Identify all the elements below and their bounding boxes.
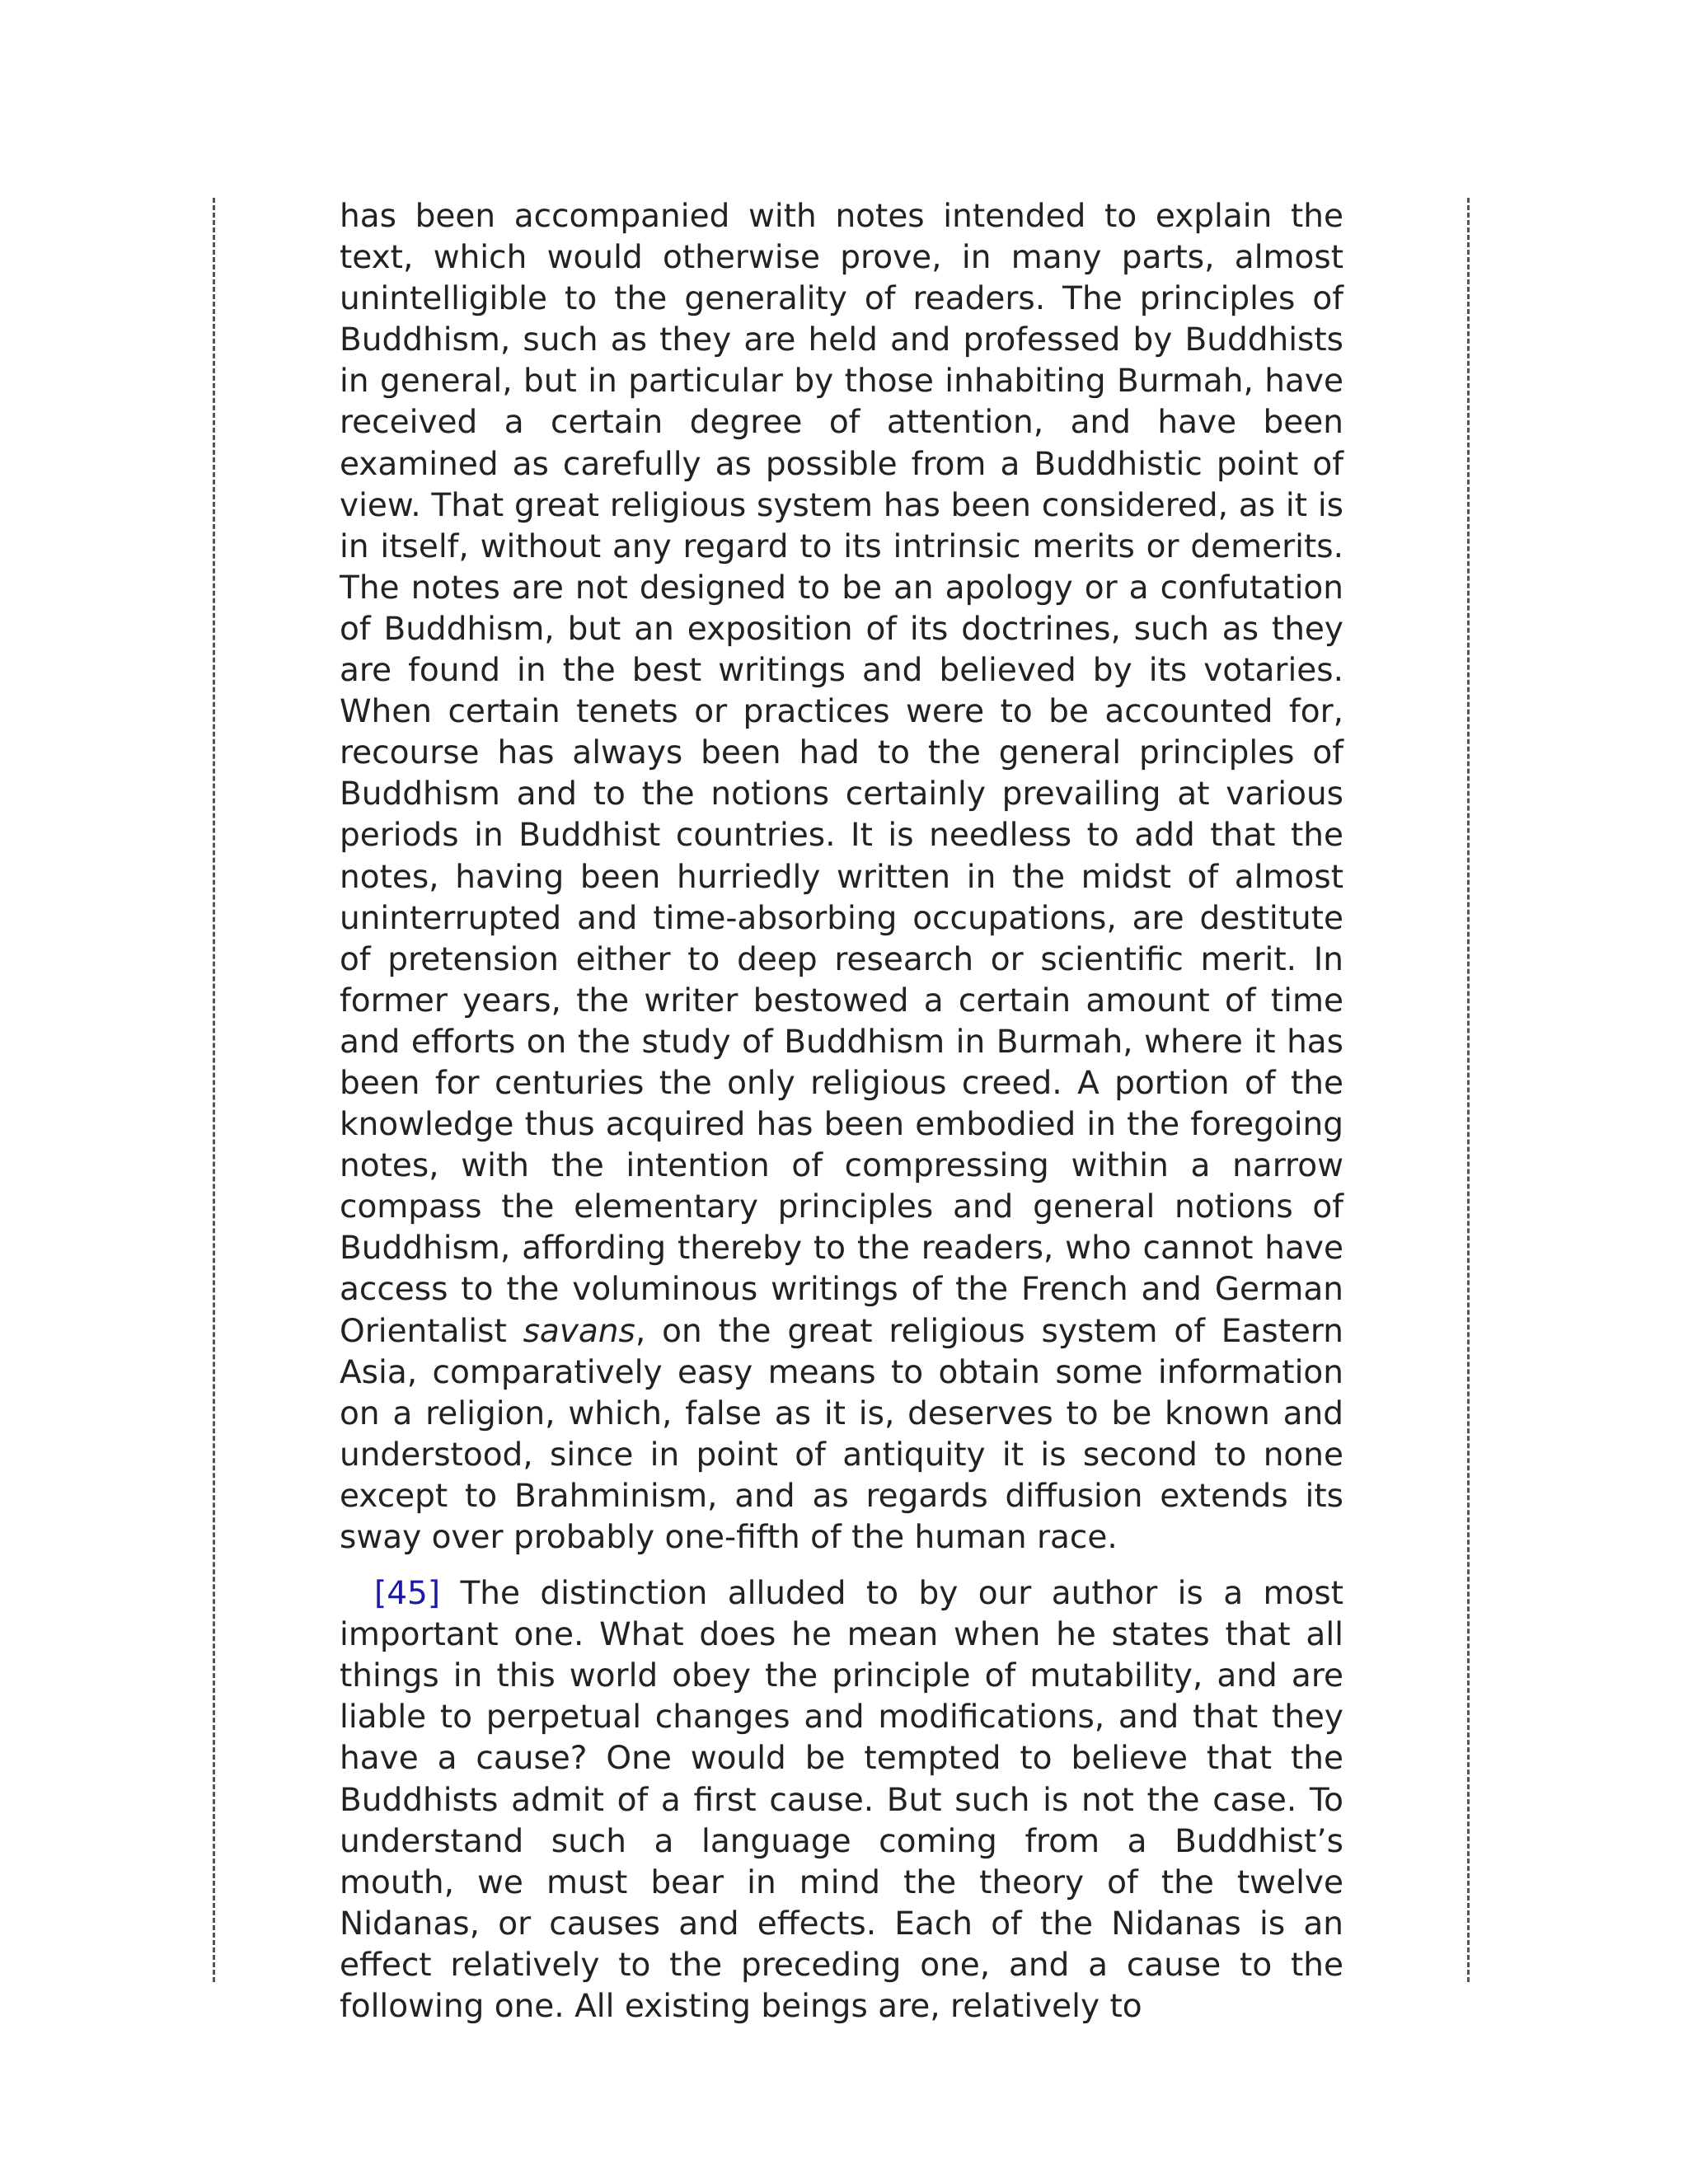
page-border-left [213, 198, 215, 1982]
paragraph-2-text: The distinction alluded to by our author is a most important one. What does he mean when he states that all things in this world obey the principle of mutability, and are liable to perpetual changes and modifications, and that they have a cause? One would be tempted to believe that the Buddhists admit of a first cause. But such is not the case. To understand such a language coming from a Buddhist’s mouth, we must bear in mind the theory of the twelve Nidanas, or causes and effects. Each of the Nidanas is an effect relatively to the preceding one, and a cause to the following one. All existing beings are, relatively to [340, 1575, 1343, 2026]
paragraph-1-text-b: , on the great religious system of Eastern Asia, comparatively easy means to obtain some information on a religion, which, false as it is, deserves to be known and understood, since in point of antiquity it is second to none except to Brahminism, and as regards diffusion extends its sway over probably one-fifth of the human race. [340, 1312, 1343, 1556]
paragraph-1-text-a: has been accompanied with notes intended to explain the text, which would otherwise prove, in many parts, almost unintelligible to the generality of readers. The principles of Buddhism, such as they are held and professed by Buddhists in general, but in particular by those inhabiting Burmah, have received a certain degree of attention, and have been examined as carefully as possible from a Buddhistic point of view. That great religious system has been considered, as it is in itself, without any regard to its intrinsic merits or demerits. The notes are not designed to be an apology or a confutation of Buddhism, but an exposition of its doctrines, such as they are found in the best writings and believed by its votaries. When certain tenets or practices were to be accounted for, recourse has always been had to the general principles of Buddhism and to the notions certainly prevailing at various periods in Buddhist countries. It is needless to add that the notes, having been hurriedly written in the midst of almost uninterrupted and time-absorbing occupations, are destitute of pretension either to deep research or scientific merit. In former years, the writer bestowed a certain amount of time and efforts on the study of Buddhism in Burmah, where it has been for centuries the only religious creed. A portion of the knowledge thus acquired has been embodied in the foregoing notes, with the intention of compressing within a narrow compass the elementary principles and general notions of Buddhism, affording thereby to the readers, who cannot have access to the voluminous writings of the French and German Orientalist [340, 198, 1343, 1350]
text-column [340, 196, 1343, 2027]
italic-word-savans: savans [523, 1312, 635, 1350]
paragraph-1 [340, 196, 1343, 1558]
footnote-link-45[interactable]: [45] [374, 1575, 441, 1613]
paragraph-2 [340, 1573, 1343, 2027]
page-border-right [1467, 198, 1470, 1982]
